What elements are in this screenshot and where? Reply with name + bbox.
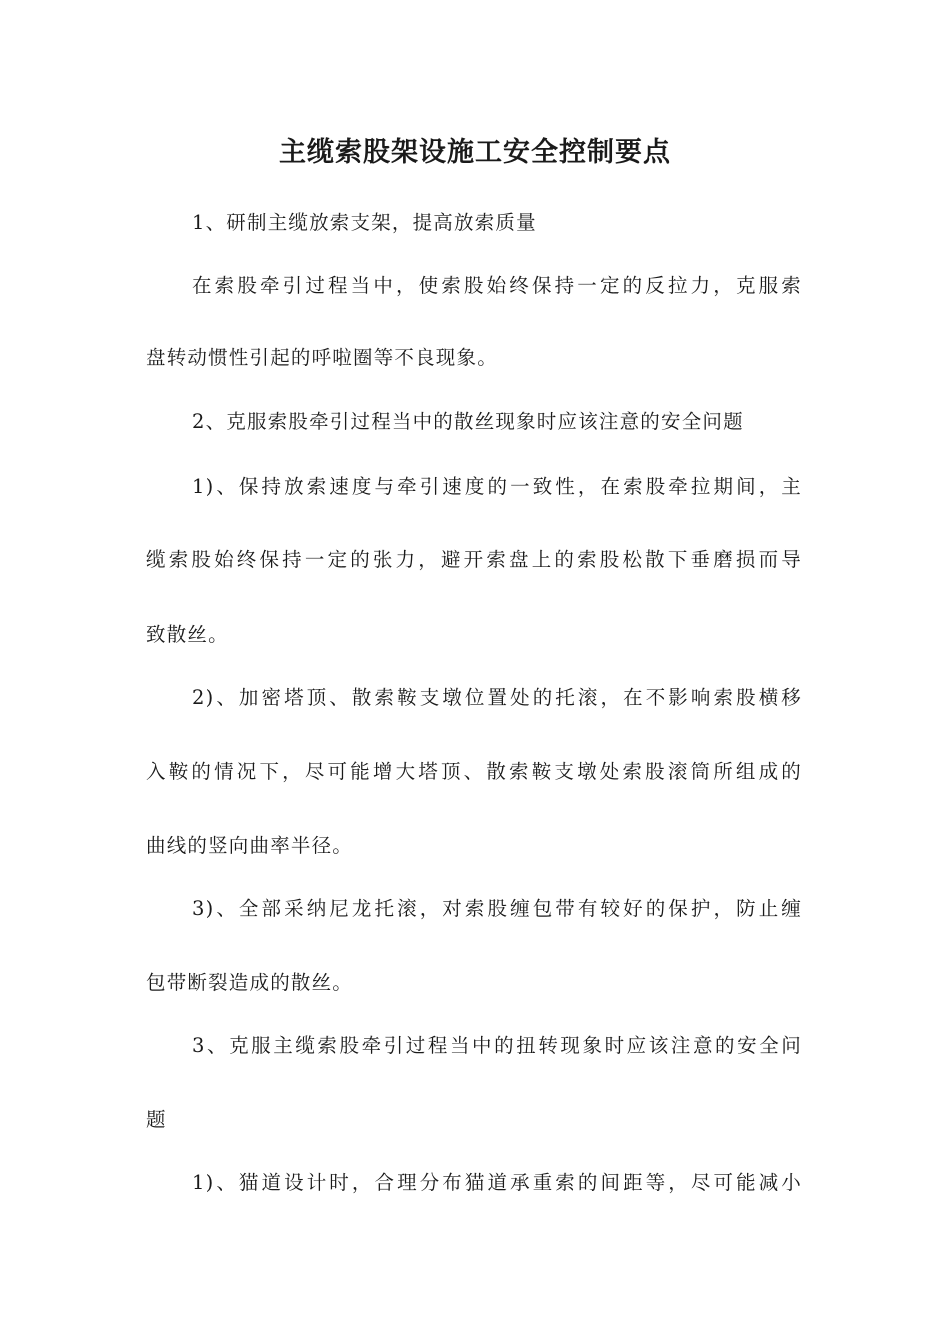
document-title: 主缆索股架设施工安全控制要点 — [279, 137, 671, 168]
paragraph-line: 1)、猫道设计时，合理分布猫道承重索的间距等，尽可能减小 — [192, 1171, 802, 1194]
paragraph-line: 在索股牵引过程当中，使索股始终保持一定的反拉力，克服索 — [192, 274, 802, 297]
section-heading-1: 1、研制主缆放索支架，提高放索质量 — [192, 211, 537, 234]
paragraph-line: 致散丝。 — [146, 623, 229, 646]
paragraph-line: 题 — [146, 1108, 167, 1131]
paragraph-line: 2)、加密塔顶、散索鞍支墩位置处的托滚，在不影响索股横移 — [192, 686, 802, 709]
paragraph-line: 1)、保持放索速度与牵引速度的一致性，在索股牵拉期间，主 — [192, 475, 802, 498]
paragraph-line: 盘转动惯性引起的呼啦圈等不良现象。 — [146, 346, 498, 369]
paragraph-line: 包带断裂造成的散丝。 — [146, 971, 354, 994]
section-heading-3: 3、克服主缆索股牵引过程当中的扭转现象时应该注意的安全问 — [192, 1034, 802, 1057]
paragraph-line: 缆索股始终保持一定的张力，避开索盘上的索股松散下垂磨损而导 — [146, 548, 802, 571]
paragraph-line: 3)、全部采纳尼龙托滚，对索股缠包带有较好的保护，防止缠 — [192, 897, 802, 920]
paragraph-line: 曲线的竖向曲率半径。 — [146, 834, 354, 857]
section-heading-2: 2、克服索股牵引过程当中的散丝现象时应该注意的安全问题 — [192, 410, 744, 433]
paragraph-line: 入鞍的情况下，尽可能增大塔顶、散索鞍支墩处索股滚筒所组成的 — [146, 760, 802, 783]
